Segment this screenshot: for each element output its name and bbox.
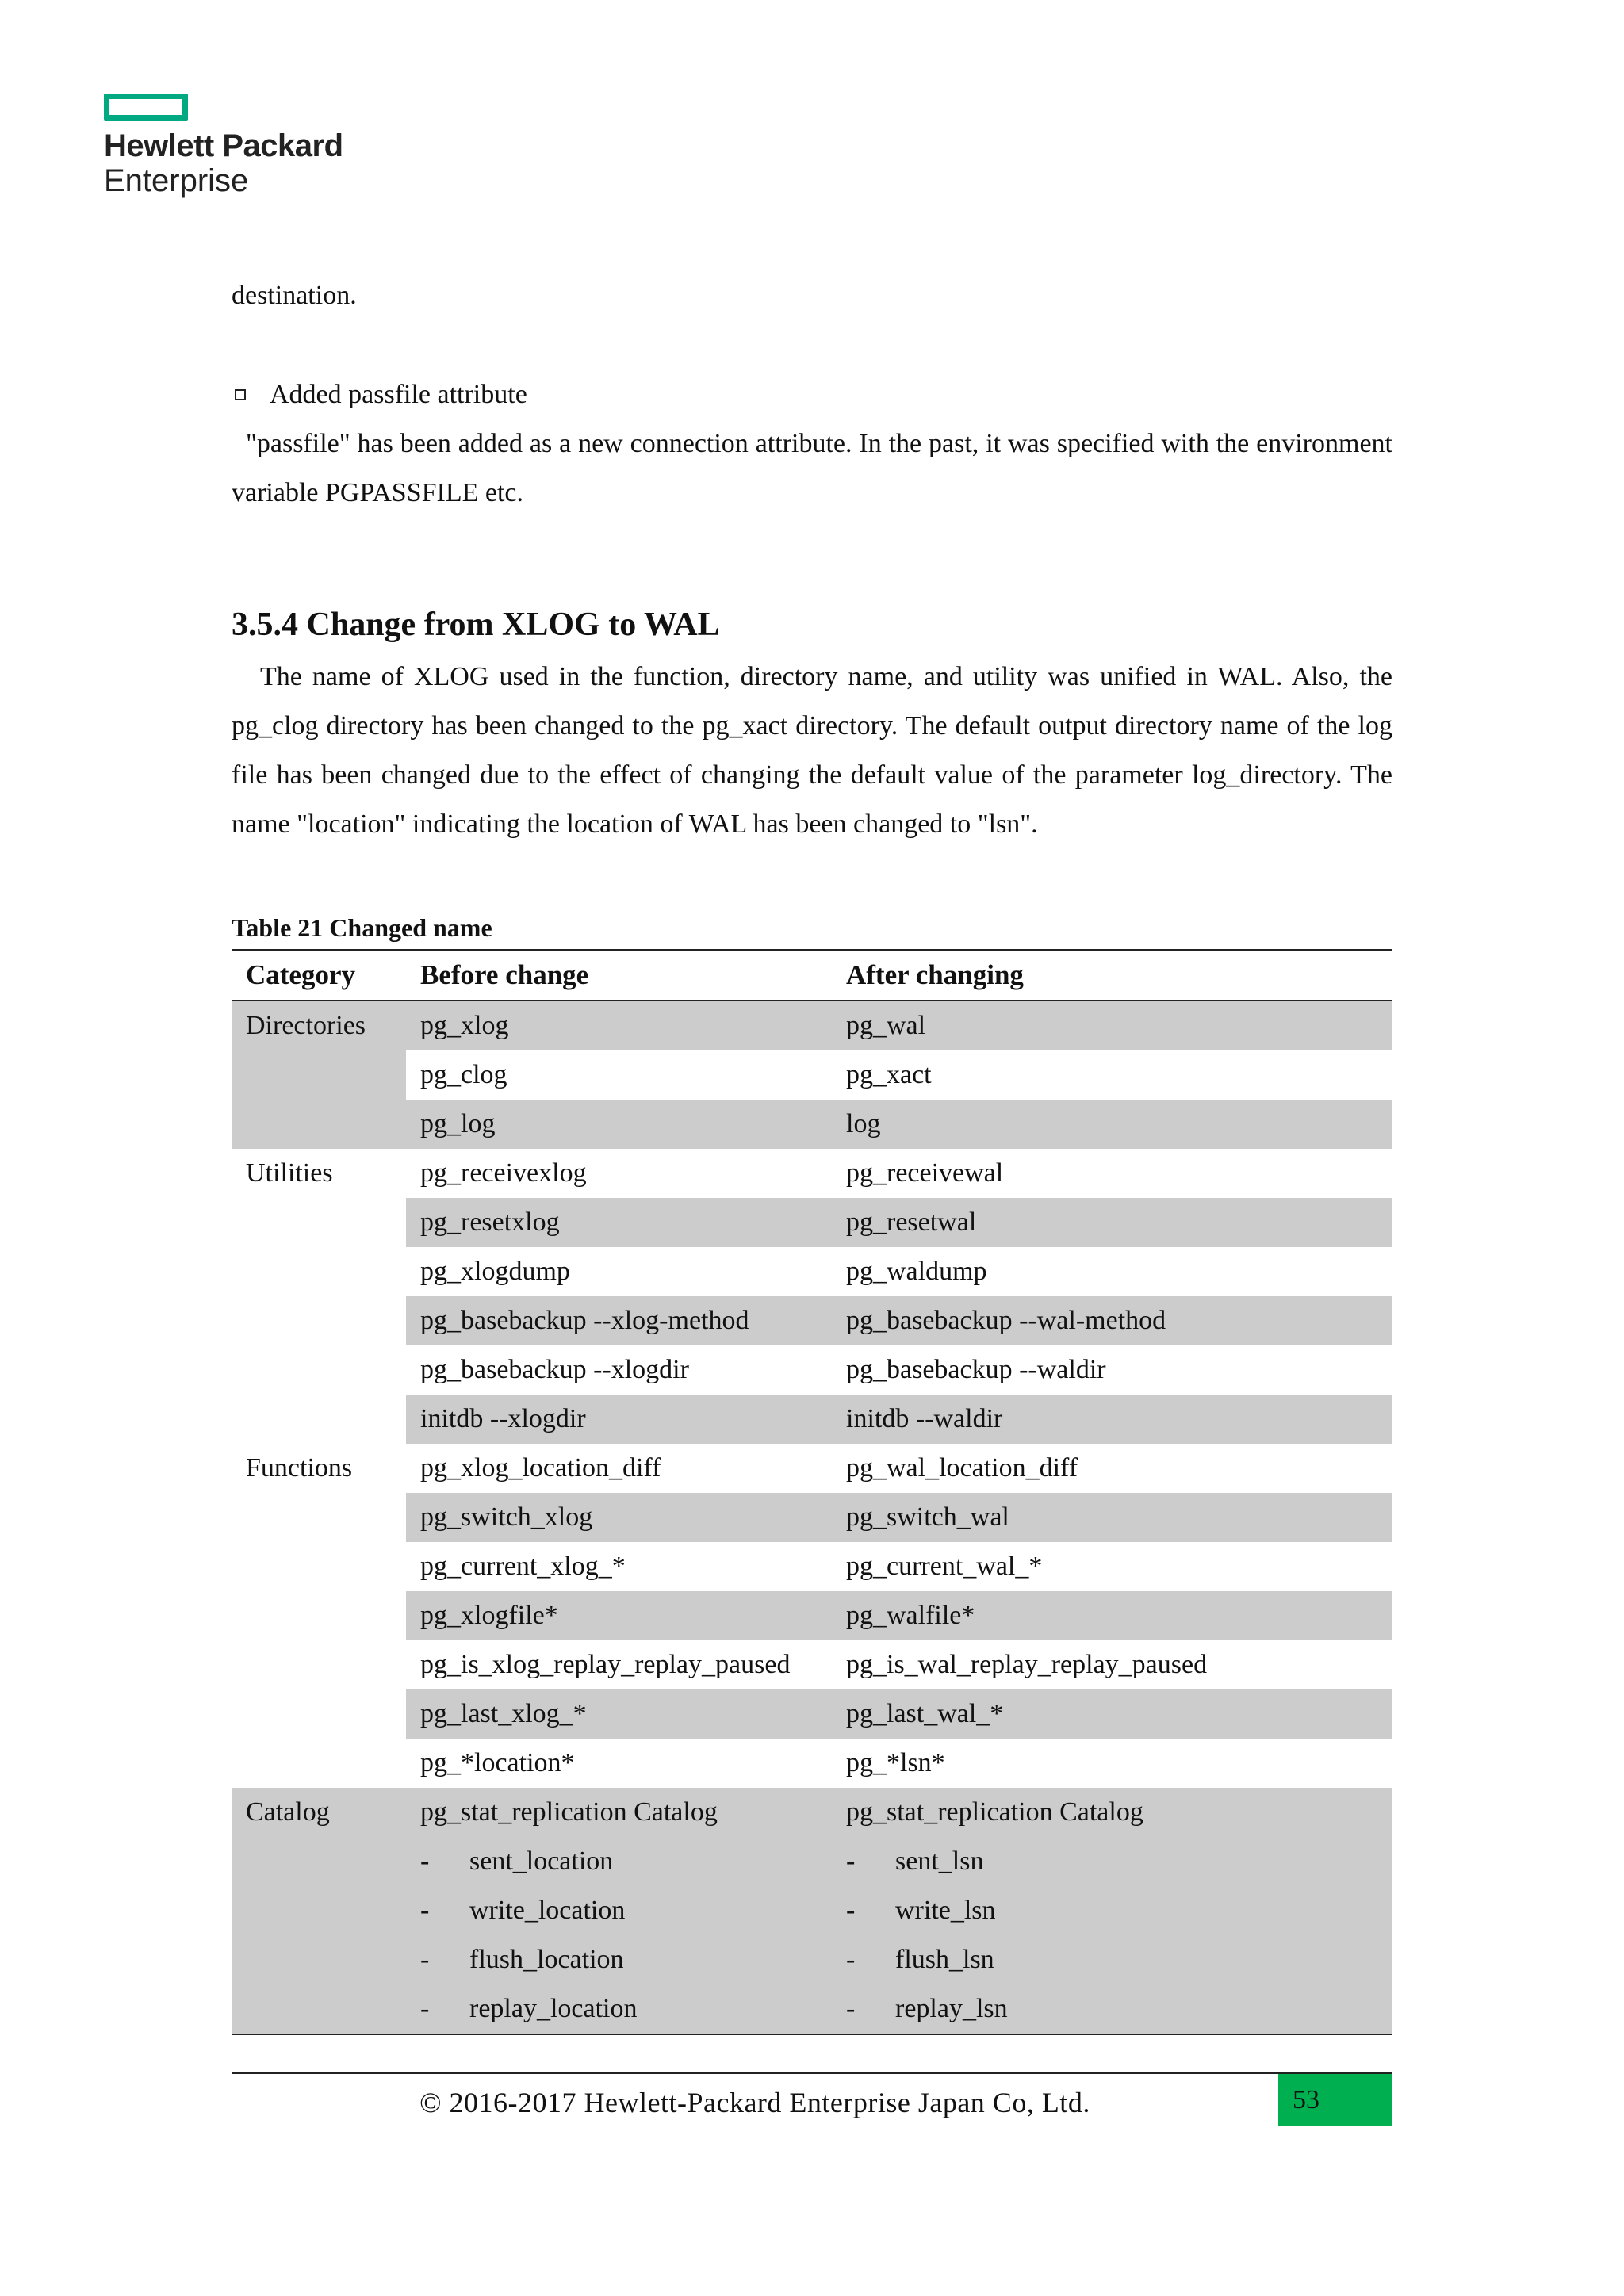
after-cell: pg_wal_location_diff bbox=[846, 1453, 1078, 1483]
changed-name-table bbox=[232, 949, 1392, 2035]
list-item: - write_location bbox=[420, 1896, 626, 1925]
table-row bbox=[232, 1050, 1392, 1100]
catalog-after-title: pg_stat_replication Catalog bbox=[846, 1797, 1143, 1827]
table-row-catalog bbox=[232, 1788, 1392, 2034]
logo-text-line1: Hewlett Packard bbox=[104, 128, 343, 163]
list-item: - write_lsn bbox=[846, 1896, 996, 1925]
after-cell: pg_current_wal_* bbox=[846, 1552, 1043, 1581]
footer-copyright: © 2016-2017 Hewlett-Packard Enterprise Japan Co, Ltd. bbox=[419, 2087, 1090, 2118]
passfile-block bbox=[232, 370, 1392, 518]
table-row bbox=[232, 1247, 1392, 1296]
before-cell: pg_switch_xlog bbox=[420, 1502, 593, 1532]
header-category: Category bbox=[232, 950, 406, 1001]
page-number: 53 bbox=[1278, 2074, 1392, 2126]
table-row bbox=[232, 1591, 1392, 1640]
table-caption-block bbox=[232, 912, 1392, 943]
table-row bbox=[232, 1100, 1392, 1149]
after-cell: pg_last_wal_* bbox=[846, 1699, 1004, 1728]
after-cell: pg_switch_wal bbox=[846, 1502, 1009, 1532]
table-row bbox=[232, 1542, 1392, 1591]
before-cell: pg_basebackup --xlogdir bbox=[420, 1355, 689, 1384]
before-cell: pg_receivexlog bbox=[420, 1158, 587, 1188]
before-cell: pg_*location* bbox=[420, 1748, 575, 1777]
table-row bbox=[232, 1739, 1392, 1788]
catalog-before-title: pg_stat_replication Catalog bbox=[420, 1797, 718, 1827]
bullet-text: "passfile" has been added as a new connection attribute. In the past, it was specified with the environment variable PGPASSFILE etc. bbox=[232, 429, 1392, 507]
logo-text-line2: Enterprise bbox=[104, 163, 249, 198]
before-cell: initdb --xlogdir bbox=[420, 1404, 586, 1433]
catalog-after-cell bbox=[832, 1788, 1392, 2034]
category-cell: Catalog bbox=[246, 1797, 330, 1827]
after-cell: pg_wal bbox=[846, 1011, 926, 1040]
after-cell: pg_*lsn* bbox=[846, 1748, 945, 1777]
before-cell: pg_log bbox=[420, 1109, 496, 1138]
before-cell: pg_is_xlog_replay_replay_paused bbox=[420, 1650, 791, 1679]
bullet-heading bbox=[232, 370, 1392, 419]
intro-continuation: destination. bbox=[232, 281, 357, 310]
list-item: - flush_location bbox=[420, 1945, 624, 1974]
catalog-before-cell bbox=[406, 1788, 832, 2034]
category-cell: Utilities bbox=[246, 1158, 333, 1188]
header-after: After changing bbox=[832, 950, 1392, 1001]
table-row bbox=[232, 1001, 1392, 1050]
logo-rectangle-icon bbox=[104, 94, 188, 121]
footer-divider bbox=[232, 2072, 1392, 2074]
list-item: - sent_lsn bbox=[846, 1846, 984, 1876]
table-row bbox=[232, 1296, 1392, 1345]
header-before: Before change bbox=[406, 950, 832, 1001]
table-row bbox=[232, 1345, 1392, 1395]
before-cell: pg_xlogfile* bbox=[420, 1601, 558, 1630]
hpe-logo bbox=[104, 94, 343, 198]
after-cell: pg_resetwal bbox=[846, 1207, 977, 1237]
after-cell: pg_basebackup --wal-method bbox=[846, 1306, 1166, 1335]
table-row bbox=[232, 1640, 1392, 1689]
table-caption: Table 21 Changed name bbox=[232, 913, 492, 942]
after-cell: pg_walfile* bbox=[846, 1601, 975, 1630]
category-cell: Functions bbox=[246, 1453, 353, 1483]
after-cell: pg_receivewal bbox=[846, 1158, 1004, 1188]
after-cell: pg_is_wal_replay_replay_paused bbox=[846, 1650, 1208, 1679]
intro-block bbox=[232, 271, 1392, 320]
table-row bbox=[232, 1395, 1392, 1444]
before-cell: pg_xlogdump bbox=[420, 1257, 570, 1286]
table-row bbox=[232, 1493, 1392, 1542]
checkbox-bullet-icon bbox=[235, 389, 246, 400]
list-item: - replay_location bbox=[420, 1994, 638, 2023]
after-cell: pg_xact bbox=[846, 1060, 932, 1089]
table-row bbox=[232, 1689, 1392, 1739]
after-cell: pg_waldump bbox=[846, 1257, 987, 1286]
before-cell: pg_xlog_location_diff bbox=[420, 1453, 661, 1483]
after-cell: initdb --waldir bbox=[846, 1404, 1003, 1433]
before-cell: pg_xlog bbox=[420, 1011, 509, 1040]
table-header-row bbox=[232, 950, 1392, 1001]
table-row bbox=[232, 1444, 1392, 1493]
table-row bbox=[232, 1149, 1392, 1198]
before-cell: pg_resetxlog bbox=[420, 1207, 560, 1237]
before-cell: pg_last_xlog_* bbox=[420, 1699, 587, 1728]
list-item: - flush_lsn bbox=[846, 1945, 994, 1974]
before-cell: pg_current_xlog_* bbox=[420, 1552, 626, 1581]
before-cell: pg_basebackup --xlog-method bbox=[420, 1306, 749, 1335]
after-cell: log bbox=[846, 1109, 881, 1138]
before-cell: pg_clog bbox=[420, 1060, 508, 1089]
table-row bbox=[232, 1198, 1392, 1247]
category-cell: Directories bbox=[232, 1001, 406, 1149]
section-heading: 3.5.4 Change from XLOG to WAL bbox=[232, 607, 720, 643]
list-item: - replay_lsn bbox=[846, 1994, 1008, 2023]
list-item: - sent_location bbox=[420, 1846, 614, 1876]
section-body: The name of XLOG used in the function, directory name, and utility was unified in WAL. Also, the pg_clog directory has been changed to the pg_xact directory. The default output directory name of the log file has been changed due to the effect of changing the default value of the parameter log_directory. The name "location" indicating the location of WAL has been changed to "lsn". bbox=[232, 662, 1392, 839]
bullet-title: Added passfile attribute bbox=[270, 380, 527, 409]
section-block bbox=[232, 601, 1392, 849]
after-cell: pg_basebackup --waldir bbox=[846, 1355, 1106, 1384]
